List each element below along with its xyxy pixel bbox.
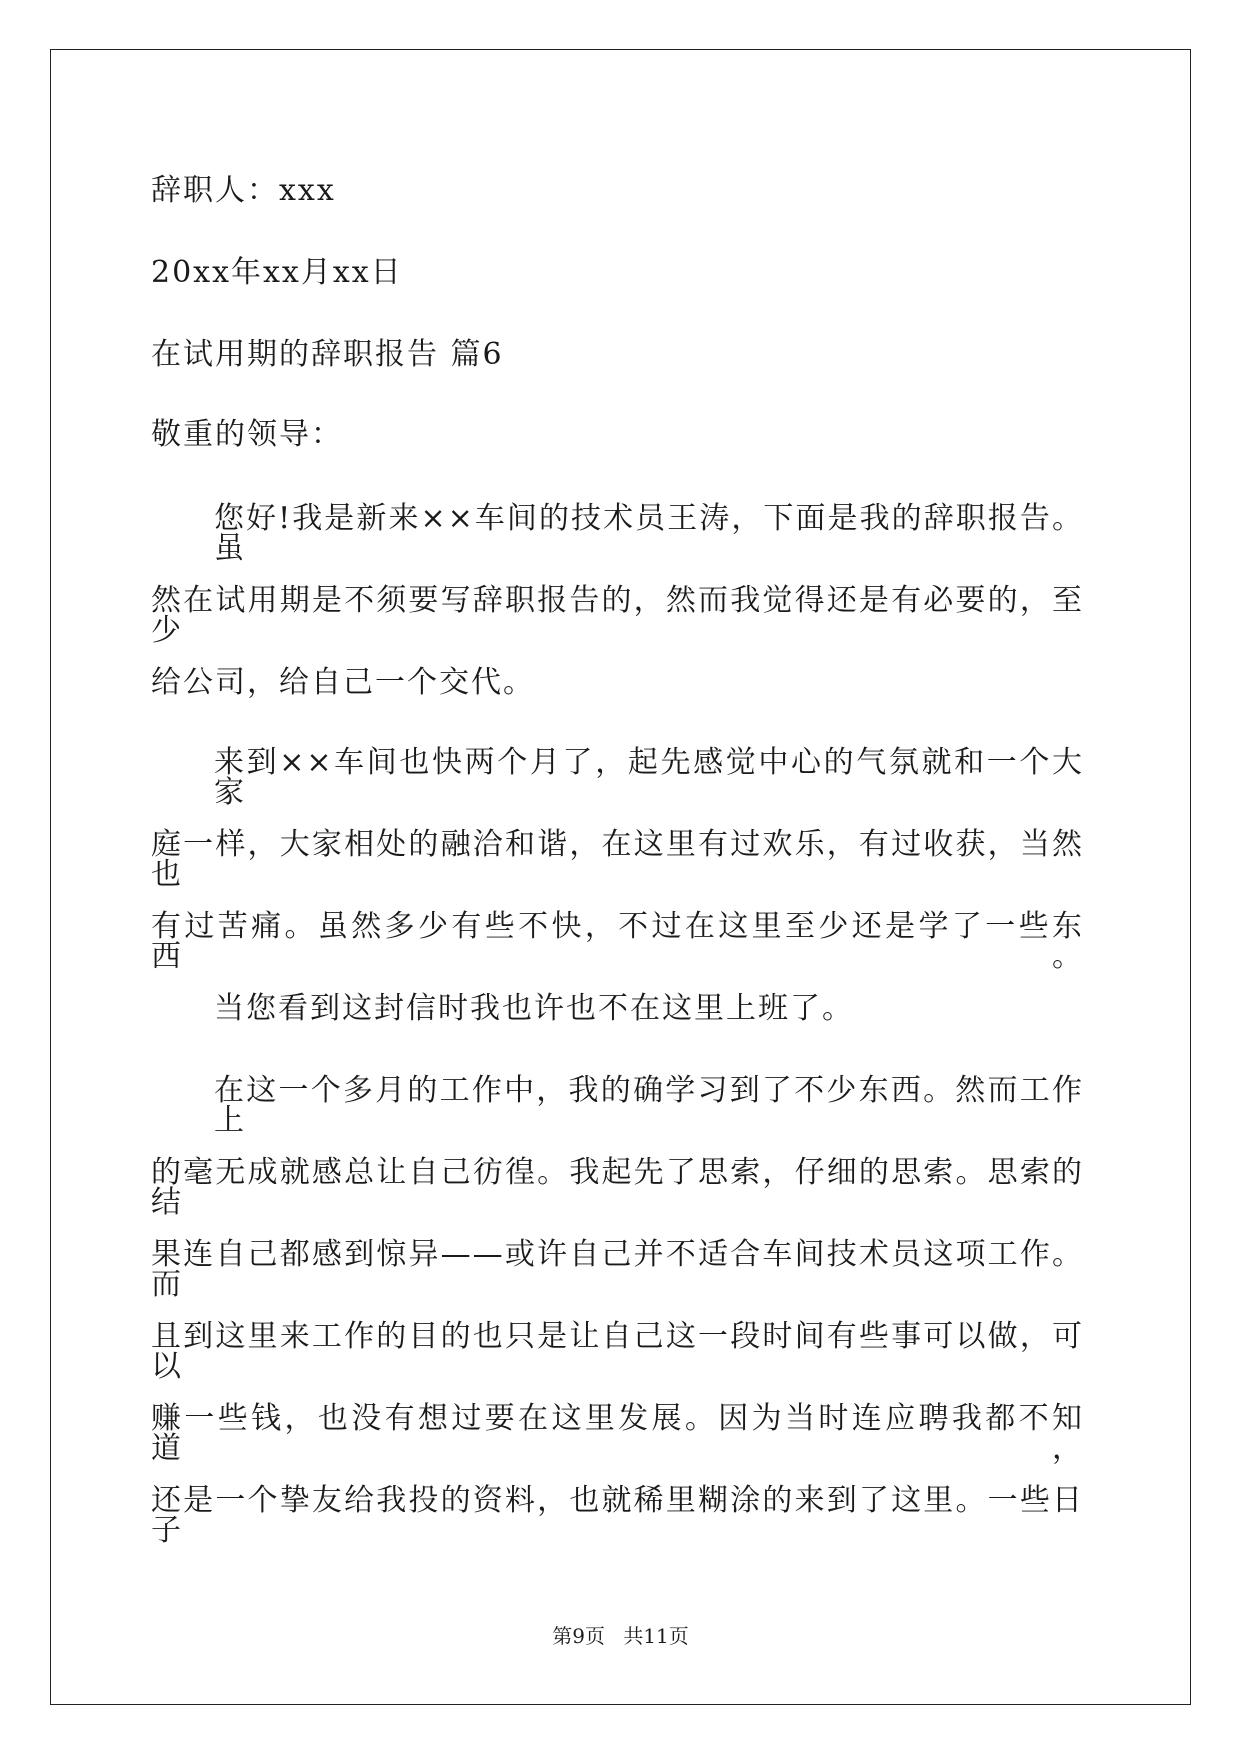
- paragraph-line: 当您看到这封信时我也许也不在这里上班了。: [214, 991, 854, 1026]
- paragraph-line: 且到这里来工作的目的也只是让自己这一段时间有些事可以做，可以: [151, 1319, 1084, 1384]
- paragraph-line: 给公司，给自己一个交代。: [151, 665, 535, 700]
- salutation: 敬重的领导：: [151, 417, 343, 452]
- paragraph-line: 有过苦痛。虽然多少有些不快，不过在这里至少还是学了一些东西。: [151, 909, 1084, 974]
- section-title: 在试用期的辞职报告 篇6: [151, 337, 504, 372]
- total-pages: 共11页: [623, 1624, 689, 1648]
- paragraph-line: 您好!我是新来××车间的技术员王涛，下面是我的辞职报告。虽: [214, 501, 1084, 566]
- resigner-line: 辞职人：xxx: [151, 173, 336, 208]
- paragraph-line: 来到××车间也快两个月了，起先感觉中心的气氛就和一个大家: [214, 745, 1084, 810]
- paragraph-line: 还是一个挚友给我投的资料，也就稀里糊涂的来到了这里。一些日子: [151, 1483, 1084, 1548]
- paragraph-line: 果连自己都感到惊异——或许自己并不适合车间技术员这项工作。而: [151, 1237, 1084, 1302]
- date-line: 20xx年xx月xx日: [151, 255, 403, 290]
- paragraph-line: 然在试用期是不须要写辞职报告的，然而我觉得还是有必要的，至少: [151, 583, 1084, 648]
- page-footer: [0, 1626, 1241, 1646]
- paragraph-line: 的毫无成就感总让自己彷徨。我起先了思索，仔细的思索。思索的结: [151, 1155, 1084, 1220]
- paragraph-line: 赚一些钱，也没有想过要在这里发展。因为当时连应聘我都不知道，: [151, 1401, 1084, 1466]
- paragraph-line: 庭一样，大家相处的融洽和谐，在这里有过欢乐，有过收获，当然也: [151, 827, 1084, 892]
- paragraph-line: 在这一个多月的工作中，我的确学习到了不少东西。然而工作上: [214, 1073, 1084, 1138]
- page-number: 第9页: [552, 1624, 605, 1648]
